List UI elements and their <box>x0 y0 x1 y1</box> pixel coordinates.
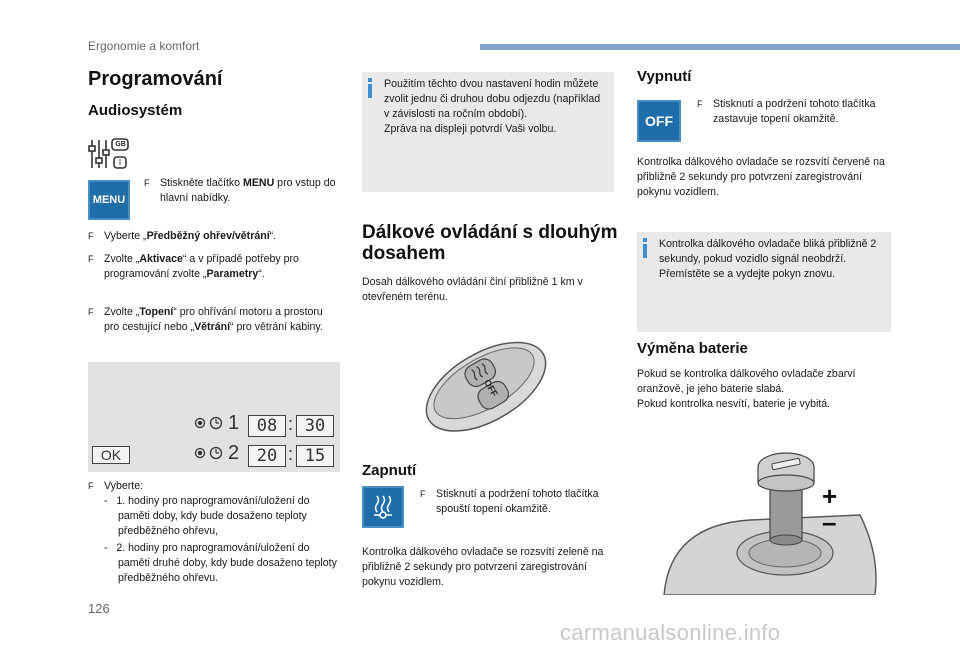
heat-on-button[interactable] <box>362 486 404 528</box>
header-bar <box>480 44 960 50</box>
zapnuti-text: Kontrolka dálkového ovladače se rozsvítí zeleně na přibližně 2 sekundy pro potvrzení zaregistrování pokynu vozidlem. <box>362 546 604 588</box>
timer1-colon: : <box>288 414 294 434</box>
info-text-clock: Použitím těchto dvou nastavení hodin můžete zvolit jednu či druhou dobu odjezdu (například v závislosti na ročním období). Zpráva na displeji potvrdí Vaši volbu. <box>384 78 601 135</box>
watermark: carmanualsonline.info <box>560 620 781 645</box>
remote-title: Dálkové ovládání s dlouhým dosahem <box>362 222 618 264</box>
ok-button[interactable]: OK <box>92 446 130 464</box>
battery-text: Pokud se kontrolka dálkového ovladače zbarví oranžově, je jeho baterie slabá. Pokud kontrolka nesvítí, baterie je vybitá. <box>637 368 856 410</box>
timer1-minutes[interactable]: 30 <box>296 415 334 437</box>
i-label: I <box>118 158 122 167</box>
info-icon <box>368 78 372 82</box>
info-text-signal: Kontrolka dálkového ovladače bliká přibližně 2 sekundy, pokud vozidlo signál neobdrží. Přemístěte se a vydejte pokyn znovu. <box>659 238 877 280</box>
step-heating: F Zvolte „Topení“ pro ohřívání motoru a prostoru pro cestující nebo „Větrání“ pro větrání kabiny. <box>88 306 323 333</box>
page-number: 126 <box>88 601 110 616</box>
language-settings-icon <box>88 136 136 172</box>
remote-off-label: OFF <box>482 377 500 399</box>
step-activation: F Zvolte „Aktivace“ a v případě potřeby pro programování zvolte „Parametry“. <box>88 253 299 280</box>
clock-option-2: - 2. hodiny pro naprogramování/uložení do paměti druhé doby, kdy bude dosaženo teploty předběžného ohřevu. <box>104 542 337 584</box>
section-header: Ergonomie a komfort <box>88 39 200 53</box>
step-select-clock: F Vyberte: <box>88 480 144 492</box>
info-icon <box>643 238 647 242</box>
vypnuti-text: Kontrolka dálkového ovladače se rozsvítí červeně na přibližně 2 sekundy pro potvrzení zaregistrování pokynu vozidlem. <box>637 156 885 198</box>
timer1-number: 1 <box>228 412 240 434</box>
remote-range-text: Dosah dálkového ovládání činí přibližně 1 km v otevřeném terénu. <box>362 276 583 303</box>
gb-label: GB <box>115 141 126 148</box>
step-select-preheat: F Vyberte „Předběžný ohřev/větrání“. <box>88 230 277 242</box>
step-heat-on: F Stisknutí a podržení tohoto tlačítka spouští topení okamžitě. <box>420 488 599 515</box>
battery-replacement-illustration <box>660 445 880 595</box>
battery-plus-label: + <box>822 481 838 511</box>
timer2-colon: : <box>288 444 294 464</box>
timer2-minutes[interactable]: 15 <box>296 445 334 467</box>
battery-title: Výměna baterie <box>637 340 748 357</box>
vypnuti-title: Vypnutí <box>637 68 692 85</box>
timer1-hours[interactable]: 08 <box>248 415 286 437</box>
info-box-clock <box>362 72 614 192</box>
heating-icon <box>369 493 397 521</box>
audio-subtitle: Audiosystém <box>88 102 183 119</box>
zapnuti-title: Zapnutí <box>362 462 417 479</box>
info-box-signal <box>637 232 891 332</box>
timer1-icon <box>194 414 224 432</box>
clock-option-1: - 1. hodiny pro naprogramování/uložení do paměti doby, kdy bude dosaženo teploty předběžného ohřevu, <box>104 495 310 537</box>
timer2-number: 2 <box>228 442 240 464</box>
off-button[interactable]: OFF <box>637 100 681 142</box>
timer2-hours[interactable]: 20 <box>248 445 286 467</box>
step-menu: F Stiskněte tlačítko MENU pro vstup do hlavní nabídky. <box>144 177 336 204</box>
battery-minus-label: – <box>822 507 837 537</box>
timer-display-panel <box>88 362 340 472</box>
step-heat-off: F Stisknutí a podržení tohoto tlačítka zastavuje topení okamžitě. <box>697 98 876 125</box>
remote-control-illustration <box>410 325 560 445</box>
page-title: Programování <box>88 68 223 90</box>
menu-button[interactable]: MENU <box>88 180 130 220</box>
timer2-icon <box>194 444 224 462</box>
